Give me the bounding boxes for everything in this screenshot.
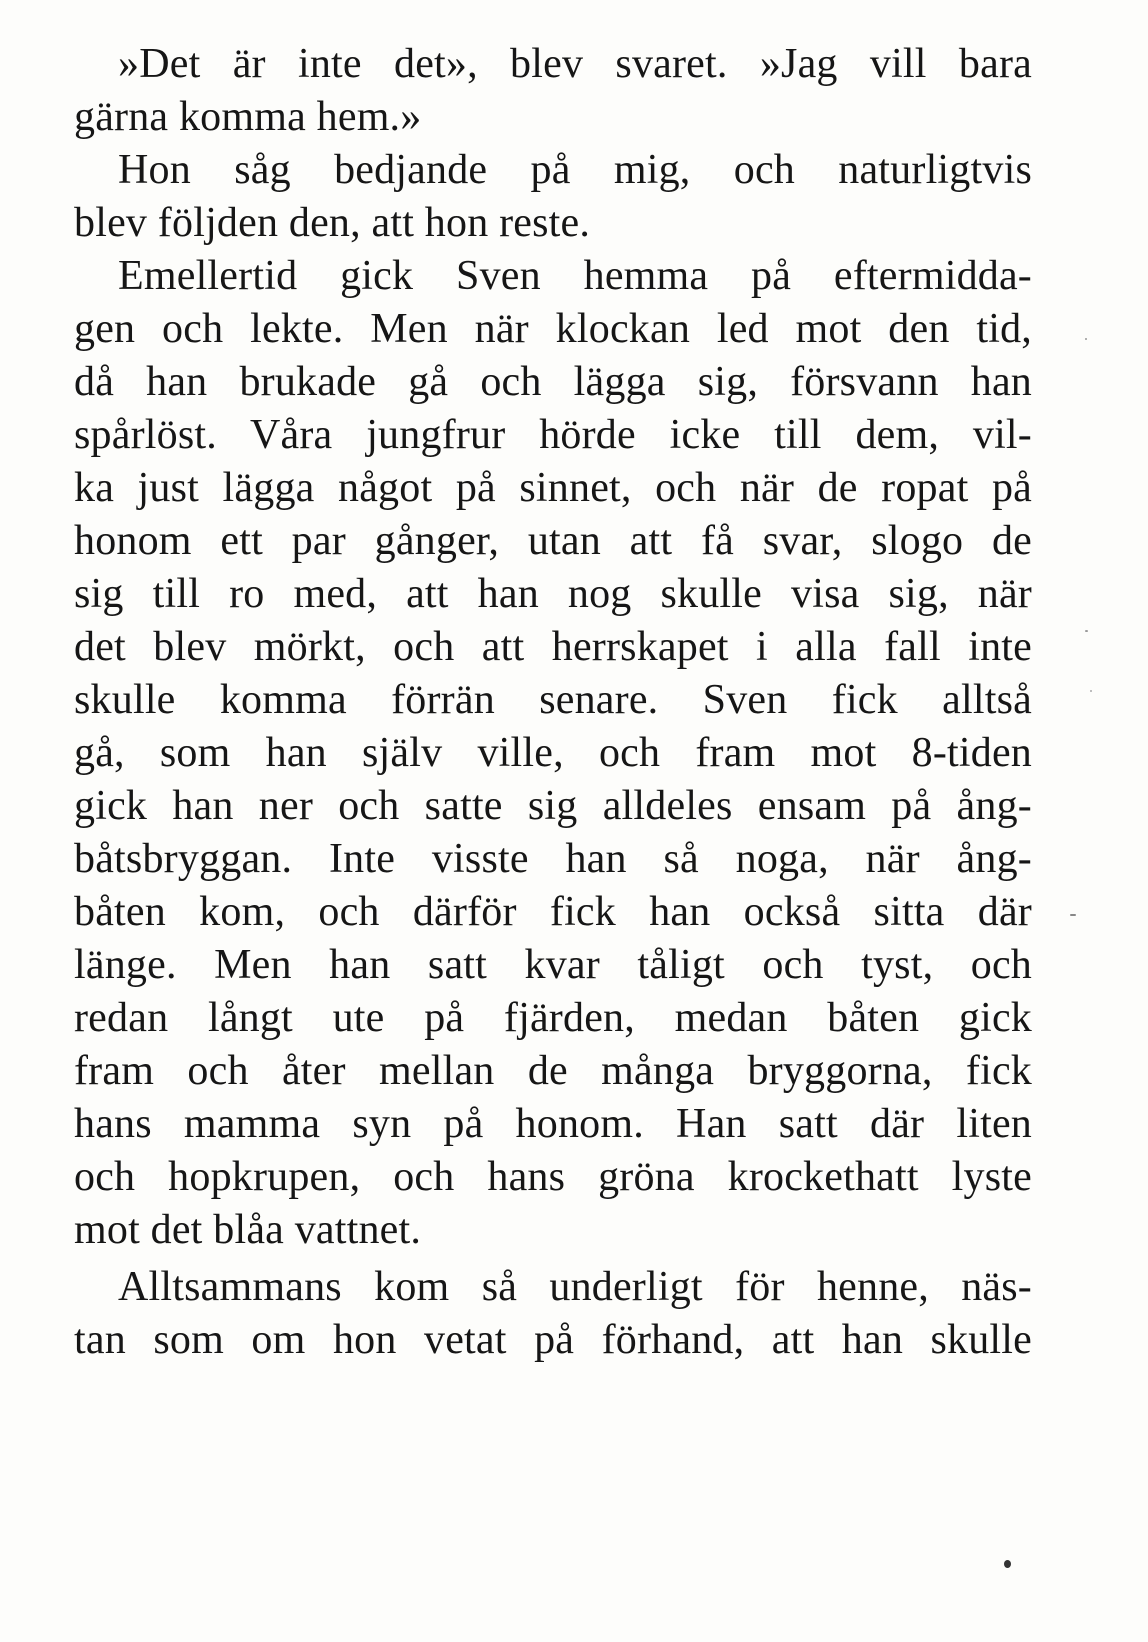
text-line: och hopkrupen, och hans gröna krockethatt lyste	[74, 1154, 1032, 1200]
text-line: Alltsammans kom så underligt för henne, näs-	[118, 1264, 1032, 1310]
text-line: gärna komma hem.»	[74, 94, 422, 140]
text-line: båten kom, och därför fick han också sitta där	[74, 889, 1032, 935]
text-line: redan långt ute på fjärden, medan båten gick	[74, 995, 1032, 1041]
ink-speck	[1085, 338, 1087, 340]
text-line: »Det är inte det», blev svaret. »Jag vill bara	[118, 41, 1032, 87]
text-line: länge. Men han satt kvar tåligt och tyst, och	[74, 942, 1032, 988]
text-line: tan som om hon vetat på förhand, att han skulle	[74, 1317, 1032, 1363]
text-line: då han brukade gå och lägga sig, försvann han	[74, 359, 1032, 405]
text-line: ka just lägga något på sinnet, och när de ropat på	[74, 465, 1032, 511]
text-line: skulle komma förrän senare. Sven fick alltså	[74, 677, 1032, 723]
text-line: Emellertid gick Sven hemma på eftermidda-	[118, 253, 1032, 299]
text-line: gå, som han själv ville, och fram mot 8-tiden	[74, 730, 1032, 776]
ink-speck	[1090, 690, 1092, 692]
text-line: gick han ner och satte sig alldeles ensam på ång-	[74, 783, 1032, 829]
text-line: Hon såg bedjande på mig, och naturligtvis	[118, 147, 1032, 193]
text-line: båtsbryggan. Inte visste han så noga, när ång-	[74, 836, 1032, 882]
text-line: blev följden den, att hon reste.	[74, 200, 591, 246]
ink-speck	[1070, 914, 1076, 916]
text-line: mot det blåa vattnet.	[74, 1207, 422, 1253]
text-line: det blev mörkt, och att herrskapet i alla fall inte	[74, 624, 1032, 670]
text-line: spårlöst. Våra jungfrur hörde icke till dem, vil-	[74, 412, 1032, 458]
ink-speck	[1085, 630, 1088, 632]
text-line: hans mamma syn på honom. Han satt där liten	[74, 1101, 1032, 1147]
text-line: sig till ro med, att han nog skulle visa sig, när	[74, 571, 1032, 617]
ink-speck	[1004, 1560, 1011, 1568]
text-line: honom ett par gånger, utan att få svar, slogo de	[74, 518, 1032, 564]
text-line: fram och åter mellan de många bryggorna, fick	[74, 1048, 1032, 1094]
body-text	[74, 38, 1032, 1367]
text-line: gen och lekte. Men när klockan led mot den tid,	[74, 306, 1032, 352]
